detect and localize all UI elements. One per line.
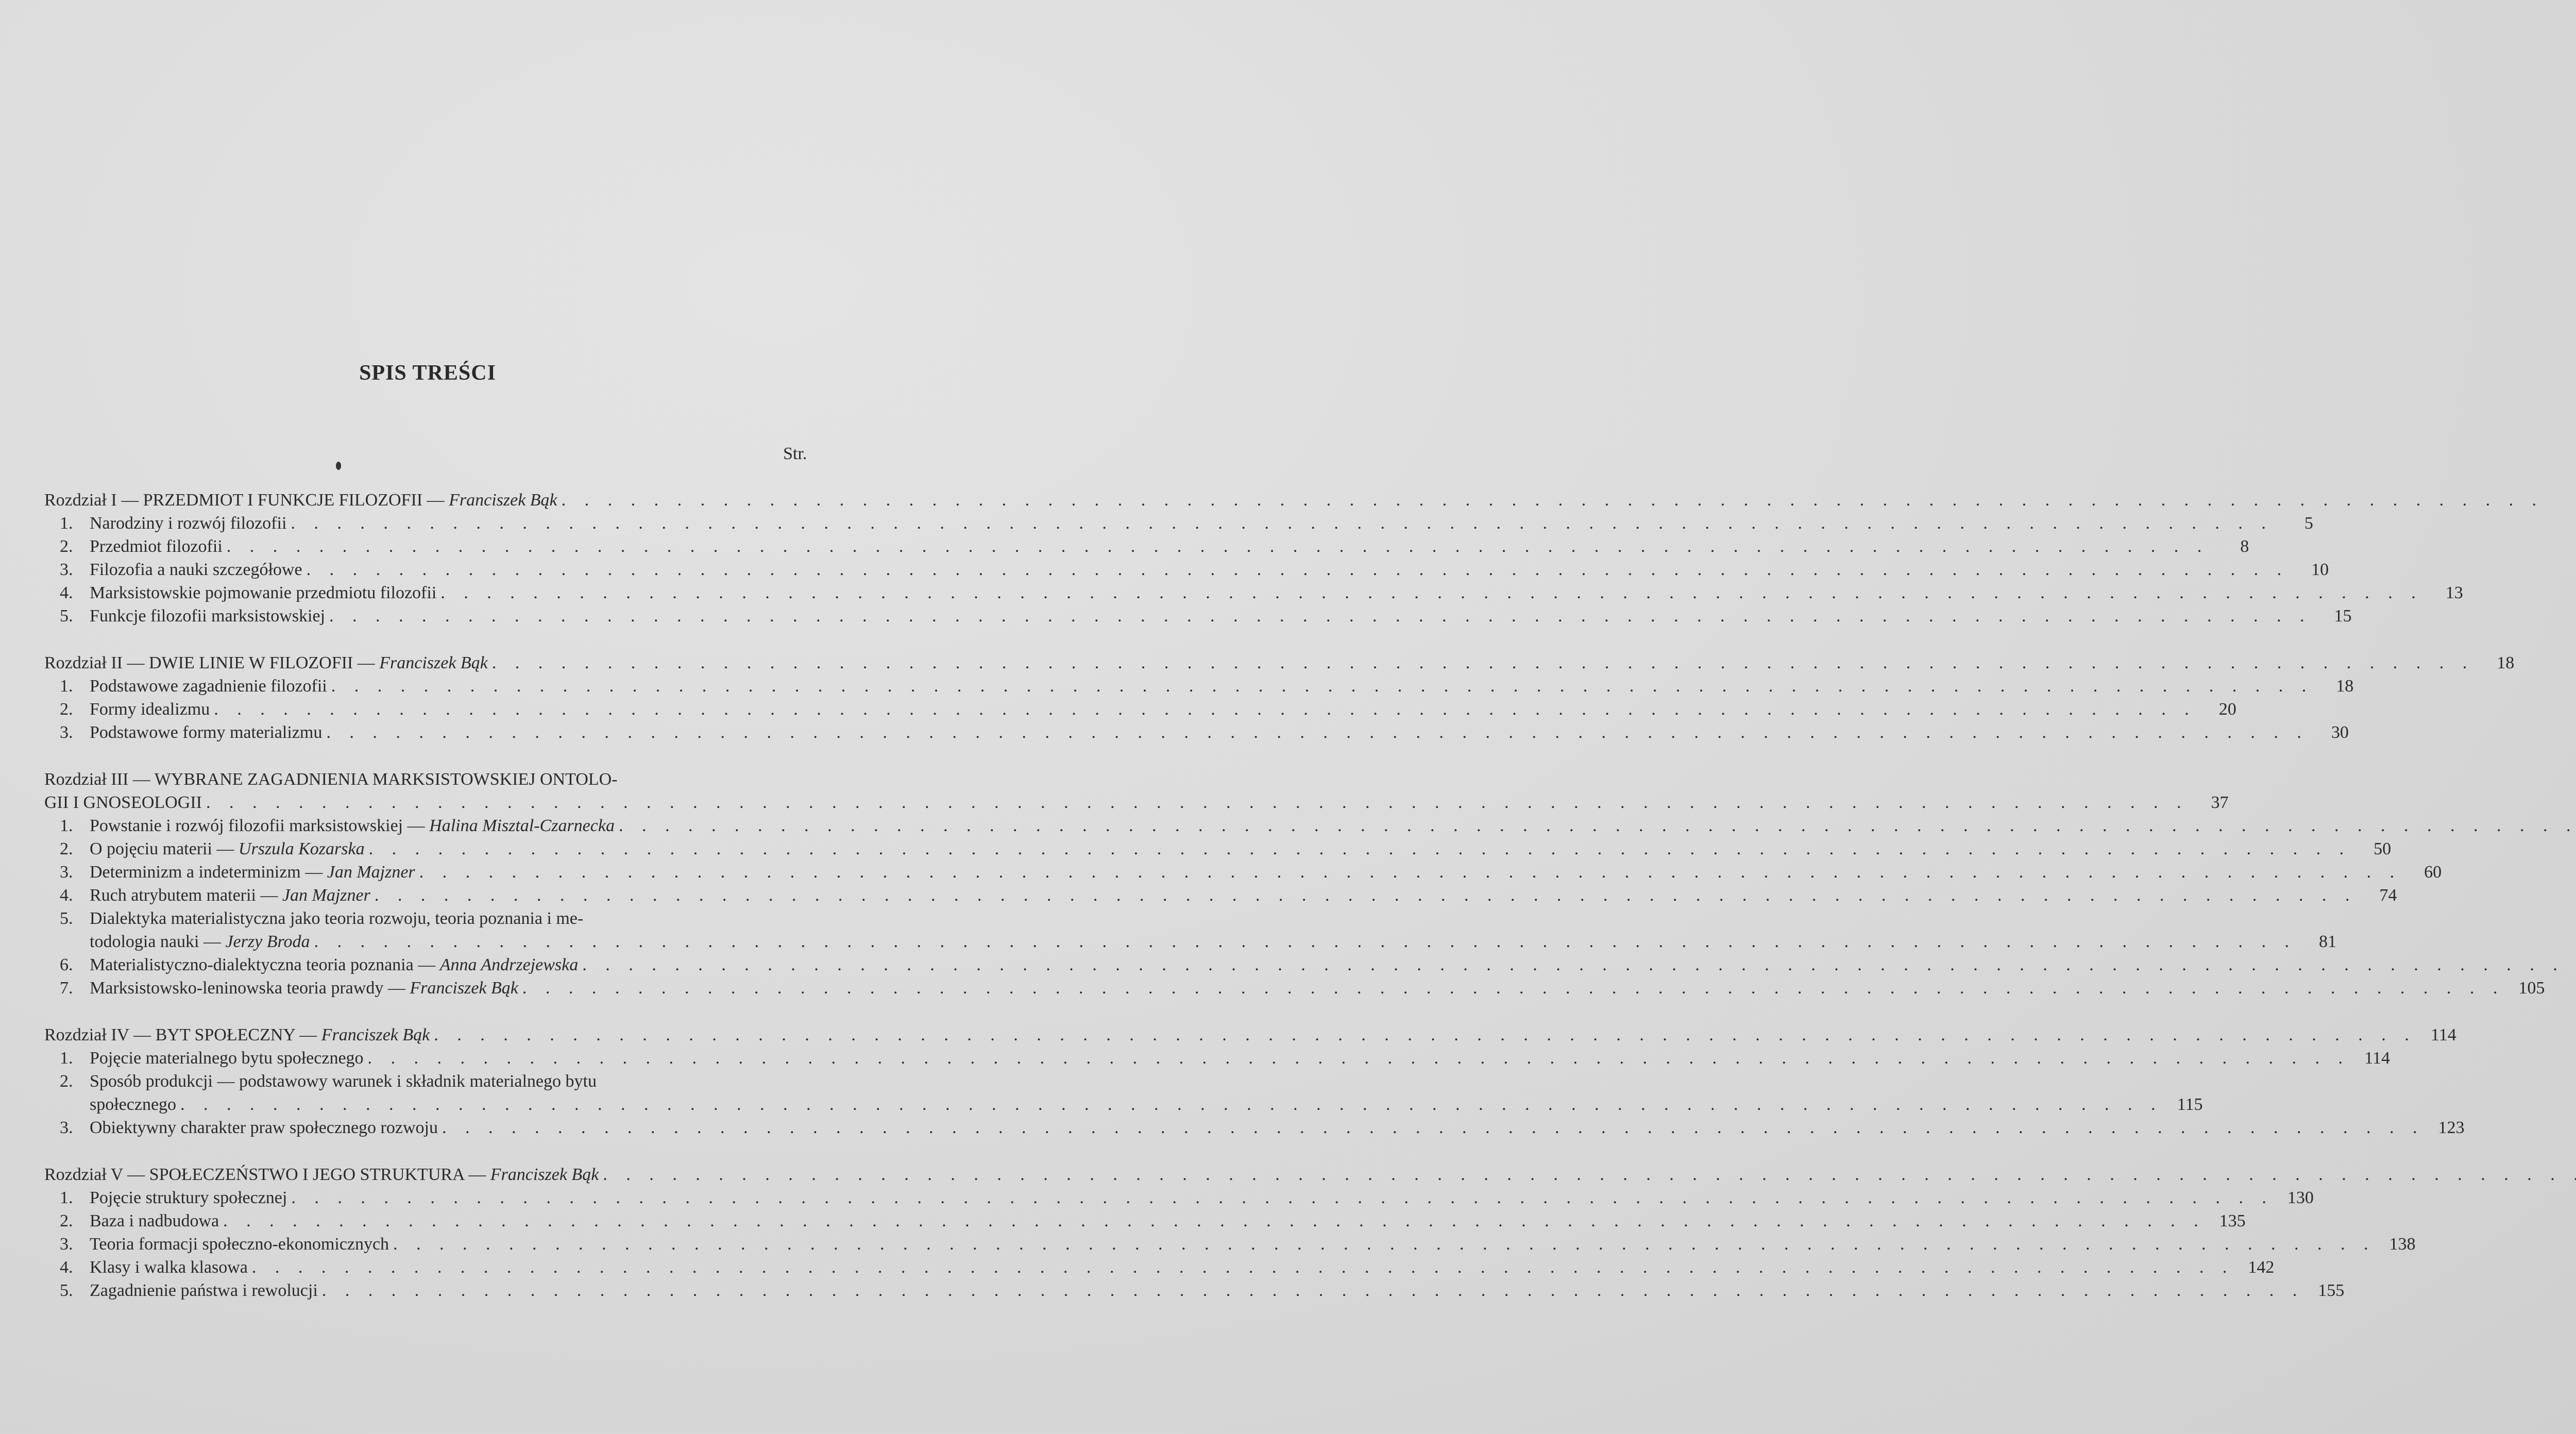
dot-leader	[252, 1256, 2234, 1279]
entry-title: Powstanie i rozwój filozofii marksistowskiej —	[90, 816, 430, 835]
dot-leader	[368, 1047, 2350, 1070]
entry-title: Pojęcie materialnego bytu społecznego	[90, 1049, 364, 1068]
entry-title: Narodziny i rozwój filozofii	[90, 514, 287, 533]
page-number: 130	[2287, 1188, 2314, 1207]
chapter-title: Rozdział I — PRZEDMIOT I FUNKCJE FILOZOFII —	[44, 491, 449, 510]
chapter-title: Rozdział IV — BYT SPOŁECZNY —	[44, 1025, 321, 1044]
page-number	[2548, 488, 2576, 512]
page-number: 81	[2318, 932, 2336, 951]
entry-number: 4.	[60, 583, 73, 602]
dot-leader	[331, 674, 2314, 698]
toc-entry[interactable]	[44, 1047, 2391, 1070]
page-number: 10	[2311, 560, 2329, 579]
toc-entry[interactable]	[44, 884, 2397, 907]
entry-number: 4.	[60, 1258, 73, 1277]
page-number: 114	[2431, 1025, 2456, 1044]
dot-leader	[214, 698, 2196, 721]
page-number: 20	[2218, 700, 2236, 719]
chapter-2	[44, 651, 2515, 744]
toc-entry[interactable]	[44, 1186, 2314, 1209]
page-number: 155	[2318, 1281, 2345, 1300]
entry-number: 3.	[60, 723, 73, 742]
chapter-1	[44, 488, 2463, 628]
toc-entry[interactable]	[44, 1279, 2345, 1302]
page-number: 135	[2219, 1211, 2246, 1230]
page-number: 8	[2240, 537, 2249, 556]
entry-title: Determinizm a indeterminizm —	[90, 863, 327, 882]
entry-number: 1.	[60, 514, 73, 533]
entry-number: 1.	[60, 677, 73, 696]
entry-author: Urszula Kozarska	[238, 839, 365, 858]
toc-entry-line2[interactable]	[44, 1093, 2203, 1116]
chapter-title: Rozdział III — WYBRANE ZAGADNIENIA MARKSISTOWSKIEJ ONTOLO-	[44, 770, 618, 789]
toc-entry[interactable]	[44, 1116, 2465, 1139]
dot-leader	[619, 814, 2576, 837]
page-number: 105	[2518, 979, 2545, 998]
entry-title: Materialistyczno-dialektyczna teoria poznania —	[90, 955, 440, 974]
dot-leader	[522, 976, 2505, 1000]
dot-leader	[291, 512, 2273, 535]
chapter-heading-line1[interactable]	[44, 768, 817, 791]
entry-number: 1.	[60, 1188, 73, 1207]
entry-title: Ruch atrybutem materii —	[90, 886, 282, 905]
page-title: SPIS TREŚCI	[359, 361, 496, 385]
entry-number: 3.	[60, 560, 73, 579]
toc-entry[interactable]	[44, 953, 817, 976]
toc-entry[interactable]	[44, 1233, 2416, 1256]
toc-entry[interactable]	[44, 698, 2236, 721]
table-of-contents	[44, 488, 2545, 1326]
toc-entry[interactable]	[44, 674, 2354, 698]
page-number: 138	[2389, 1235, 2416, 1254]
dot-leader	[314, 930, 2296, 953]
page-column-label: Str.	[783, 444, 807, 463]
entry-title: Teoria formacji społeczno-ekonomicznych	[90, 1235, 389, 1254]
chapter-4	[44, 1023, 2465, 1139]
entry-number: 7.	[60, 979, 73, 998]
dot-leader	[206, 791, 2189, 814]
entry-title-continued: społecznego	[90, 1095, 177, 1114]
entry-title: Sposób produkcji — podstawowy warunek i składnik materialnego bytu	[90, 1072, 597, 1091]
entry-author: Franciszek Bąk	[410, 979, 518, 998]
dot-leader	[326, 721, 2309, 744]
toc-entry[interactable]	[44, 535, 2249, 558]
dot-leader	[419, 861, 2402, 884]
toc-entry[interactable]	[44, 558, 2329, 581]
entry-number: 4.	[60, 886, 73, 905]
dot-leader	[291, 1186, 2274, 1209]
toc-entry[interactable]	[44, 1256, 2275, 1279]
entry-number: 3.	[60, 1235, 73, 1254]
page-number: 50	[2374, 839, 2392, 858]
entry-number: 3.	[60, 863, 73, 882]
toc-entry[interactable]	[44, 814, 817, 837]
toc-entry-line1[interactable]	[44, 1070, 817, 1093]
entry-title: Baza i nadbudowa	[90, 1211, 219, 1230]
entry-title: Przedmiot filozofii	[90, 537, 223, 556]
page-number: 18	[2497, 653, 2515, 672]
dot-leader	[329, 604, 2312, 628]
entry-title: Marksistowsko-leninowska teoria prawdy —	[90, 979, 410, 998]
page-number: 123	[2438, 1118, 2465, 1137]
page-number: 60	[2424, 863, 2442, 882]
chapter-heading[interactable]	[44, 488, 817, 512]
entry-title: Funkcje filozofii marksistowskiej	[90, 606, 326, 626]
entry-number: 6.	[60, 955, 73, 974]
page-number: 15	[2334, 606, 2352, 626]
entry-number: 2.	[60, 1211, 73, 1230]
page-number: 18	[2336, 677, 2354, 696]
dot-leader	[492, 651, 2475, 674]
chapter-heading[interactable]	[44, 651, 2515, 674]
entry-title: Formy idealizmu	[90, 700, 210, 719]
entry-number: 2.	[60, 839, 73, 858]
chapter-heading[interactable]	[44, 1163, 817, 1186]
chapter-heading-line2[interactable]	[44, 791, 2229, 814]
page-number: 74	[2379, 886, 2397, 905]
dot-leader	[369, 837, 2351, 861]
entry-title: Marksistowskie pojmowanie przedmiotu filozofii	[90, 583, 437, 602]
dot-leader	[562, 488, 2544, 512]
dot-leader	[393, 1233, 2376, 1256]
entry-title: Obiektywny charakter praw społecznego rozwoju	[90, 1118, 438, 1137]
entry-author: Jan Majzner	[327, 863, 415, 882]
chapter-title-continued: GII I GNOSEOLOGII	[44, 793, 202, 812]
chapter-author: Franciszek Bąk	[379, 653, 488, 672]
entry-title-continued: todologia nauki —	[90, 932, 226, 951]
toc-entry[interactable]	[44, 721, 2349, 744]
entry-number: 1.	[60, 816, 73, 835]
chapter-author: Franciszek Bąk	[321, 1025, 430, 1044]
chapter-heading[interactable]	[44, 1023, 2456, 1047]
page-number: 30	[2331, 723, 2349, 742]
entry-title: Dialektyka materialistyczna jako teoria rozwoju, teoria poznania i me-	[90, 909, 584, 928]
page-number	[2569, 953, 2576, 976]
dot-leader	[440, 581, 2423, 604]
dot-leader	[223, 1209, 2206, 1233]
entry-number: 2.	[60, 1072, 73, 1091]
entry-title: Filozofia a nauki szczegółowe	[90, 560, 302, 579]
page-number: 142	[2248, 1258, 2275, 1277]
entry-author: Jan Majzner	[282, 886, 370, 905]
dot-leader	[442, 1116, 2425, 1139]
chapter-author: Franciszek Bąk	[490, 1165, 599, 1184]
entry-number: 1.	[60, 1049, 73, 1068]
entry-number: 2.	[60, 700, 73, 719]
dot-leader	[434, 1023, 2416, 1047]
chapter-author: Franciszek Bąk	[449, 491, 557, 510]
entry-title: Podstawowe formy materializmu	[90, 723, 323, 742]
dot-leader	[582, 953, 2565, 976]
entry-number: 5.	[60, 909, 73, 928]
toc-entry[interactable]	[44, 512, 2313, 535]
dot-leader	[603, 1163, 2576, 1186]
dot-leader	[322, 1279, 2304, 1302]
toc-entry-line1[interactable]	[44, 907, 817, 930]
page-number: 13	[2445, 583, 2463, 602]
entry-author: Anna Andrzejewska	[439, 955, 579, 974]
dot-leader	[180, 1093, 2163, 1116]
entry-title: Zagadnienie państwa i rewolucji	[90, 1281, 318, 1300]
entry-title: Klasy i walka klasowa	[90, 1258, 248, 1277]
chapter-title: Rozdział V — SPOŁECZEŃSTWO I JEGO STRUKTURA —	[44, 1165, 490, 1184]
entry-number: 5.	[60, 1281, 73, 1300]
entry-title: O pojęciu materii —	[90, 839, 239, 858]
dot-leader	[307, 558, 2289, 581]
toc-entry[interactable]	[44, 837, 2392, 861]
dot-leader	[227, 535, 2209, 558]
page-number: 115	[2177, 1095, 2203, 1114]
toc-entry[interactable]	[44, 604, 2352, 628]
toc-entry[interactable]	[44, 976, 2545, 1000]
page-number: 37	[2211, 793, 2229, 812]
page-number: 114	[2364, 1049, 2391, 1068]
entry-title: Podstawowe zagadnienie filozofii	[90, 677, 327, 696]
entry-title: Pojęcie struktury społecznej	[90, 1188, 287, 1207]
page-number: 5	[2304, 514, 2313, 533]
dot-leader	[375, 884, 2357, 907]
chapter-title: Rozdział II — DWIE LINIE W FILOZOFII —	[44, 653, 380, 672]
entry-number: 5.	[60, 606, 73, 626]
toc-entry[interactable]	[44, 1209, 2246, 1233]
chapter-5	[44, 1163, 2416, 1302]
chapter-3	[44, 768, 2545, 1000]
entry-author: Halina Misztal-Czarnecka	[429, 816, 615, 835]
entry-number: 3.	[60, 1118, 73, 1137]
toc-entry[interactable]	[44, 861, 2442, 884]
toc-entry[interactable]	[44, 581, 2463, 604]
toc-entry-line2[interactable]	[44, 930, 2336, 953]
entry-number: 2.	[60, 537, 73, 556]
ink-speck	[336, 462, 341, 470]
entry-author: Jerzy Broda	[225, 932, 310, 951]
